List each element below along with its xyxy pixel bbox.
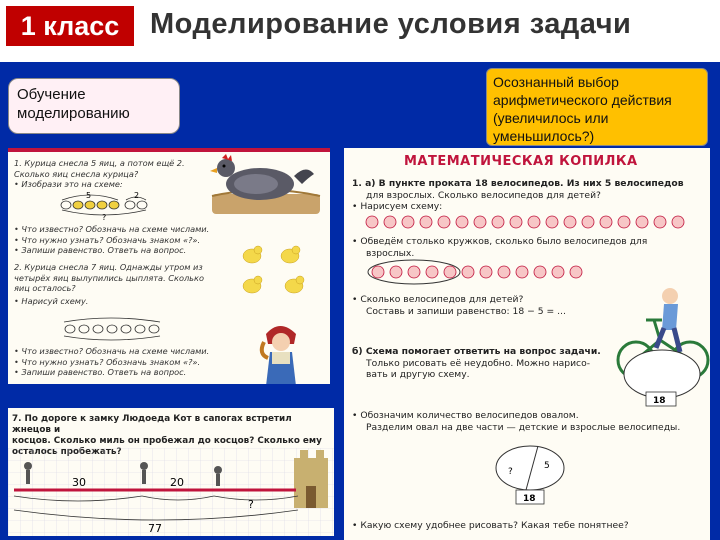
- scheme-circle: [600, 216, 612, 228]
- p3-text: • Обозначим количество велосипедов овалом. Разделим овал на две части — детские и взрослые велосипеды.: [352, 410, 681, 433]
- circles-scheme: [364, 214, 704, 230]
- scheme-circle: [654, 216, 666, 228]
- scheme-circle: [444, 266, 456, 278]
- p2-text: б) Схема помогает ответить на вопрос задачи. Только рисовать её неудобно. Можно нарисо- вать и другую схему.: [352, 346, 601, 380]
- scheme-circle: [462, 266, 474, 278]
- scheme-circle: [438, 216, 450, 228]
- scheme-circle: [372, 266, 384, 278]
- scheme-circle: [498, 266, 510, 278]
- scheme-circle: [582, 216, 594, 228]
- scheme-circle: [408, 266, 420, 278]
- textbook-page-hen: [8, 148, 330, 384]
- chicks-illustration: [238, 242, 328, 302]
- ruler-label-30: 30: [72, 476, 86, 489]
- textbook-page-cat: [8, 408, 334, 536]
- scheme-circle: [426, 266, 438, 278]
- scheme-circle: [480, 266, 492, 278]
- scheme-circle: [420, 216, 432, 228]
- scheme-circle: [510, 216, 522, 228]
- scheme-circle: [384, 216, 396, 228]
- scheme1-label-5: 5: [86, 191, 92, 200]
- scheme-circle: [552, 266, 564, 278]
- scheme-circle: [492, 216, 504, 228]
- scheme-circle: [528, 216, 540, 228]
- oval1-label: 18: [653, 396, 666, 406]
- scheme-eggs-2: [60, 316, 190, 342]
- oval-scheme-2: [490, 438, 570, 508]
- p1a-text: 1. а) В пункте проката 18 велосипедов. Из них 5 велосипедов для взрослых. Сколько велосипедов для детей? • Нарисуем схему:: [352, 178, 684, 212]
- scheme-circle: [636, 216, 648, 228]
- hen-illustration: [198, 154, 326, 218]
- content-area: [0, 62, 720, 540]
- scheme-circle: [672, 216, 684, 228]
- callout-modeling: Обучение моделированию: [8, 78, 180, 134]
- ruler-label-77: 77: [148, 522, 162, 535]
- task2-text: 2. Курица снесла 7 яиц. Однажды утром из четырёх яиц вылупились цыплята. Сколько яиц осталось? • Нарисуй схему.: [14, 262, 204, 306]
- callout-action-choice: Осознанный выбор арифметического действия (увеличилось или уменьшилось?): [486, 68, 708, 146]
- scheme-circle: [564, 216, 576, 228]
- steps2-text: • Что известно? Обозначь на схеме числами. • Что нужно узнать? Обозначь знаком «?». • Запиши равенство. Ответь на вопрос.: [14, 346, 210, 377]
- steps1-text: • Что известно? Обозначь на схеме числами. • Что нужно узнать? Обозначь знаком «?». • Запиши равенство. Ответь на вопрос.: [14, 224, 210, 255]
- scheme-circle: [516, 266, 528, 278]
- ruler-label-q: ?: [248, 498, 254, 511]
- ruler-label-20: 20: [170, 476, 184, 489]
- oval-scheme-1: [620, 344, 704, 408]
- scheme-circle: [618, 216, 630, 228]
- scheme-circle: [390, 266, 402, 278]
- road-ruler-diagram: [8, 448, 334, 536]
- scheme-eggs-1: [58, 190, 168, 220]
- scheme-circle: [534, 266, 546, 278]
- slide-title: Моделирование условия задачи: [150, 8, 632, 40]
- oval2-label-18: 18: [523, 494, 536, 504]
- grade-badge: 1 класс: [6, 6, 134, 46]
- scheme-circle: [366, 216, 378, 228]
- task7-text: 7. По дороге к замку Людоеда Кот в сапогах встретил жнецов и косцов. Сколько миль он пробежал до косцов? Сколько ему: [12, 414, 322, 446]
- p4-text: • Какую схему удобнее рисовать? Какая тебе понятнее?: [352, 520, 629, 531]
- scheme-circle: [570, 266, 582, 278]
- p1d-text: • Сколько велосипедов для детей? Составь и запиши равенство: 18 − 5 = ...: [352, 294, 566, 317]
- textbook-page-kopilka: [344, 148, 710, 540]
- oval2-label-5: 5: [544, 461, 550, 471]
- scheme-circle: [402, 216, 414, 228]
- scheme1-label-q: ?: [102, 213, 107, 220]
- girl-illustration: [256, 322, 306, 384]
- p1c-text: • Обведём столько кружков, сколько было велосипедов для взрослых.: [352, 236, 648, 259]
- kopilka-title: МАТЕМАТИЧЕСКАЯ КОПИЛКА: [404, 154, 638, 169]
- circles-grouped-scheme: [364, 258, 614, 286]
- scheme1-label-2: 2: [134, 191, 140, 200]
- scheme-circle: [456, 216, 468, 228]
- scheme-circle: [474, 216, 486, 228]
- scheme-circle: [546, 216, 558, 228]
- oval2-label-q: ?: [508, 467, 513, 477]
- task1-text: 1. Курица снесла 5 яиц, а потом ещё 2. Сколько яиц снесла курица? • Изобрази это на схеме:: [14, 158, 185, 189]
